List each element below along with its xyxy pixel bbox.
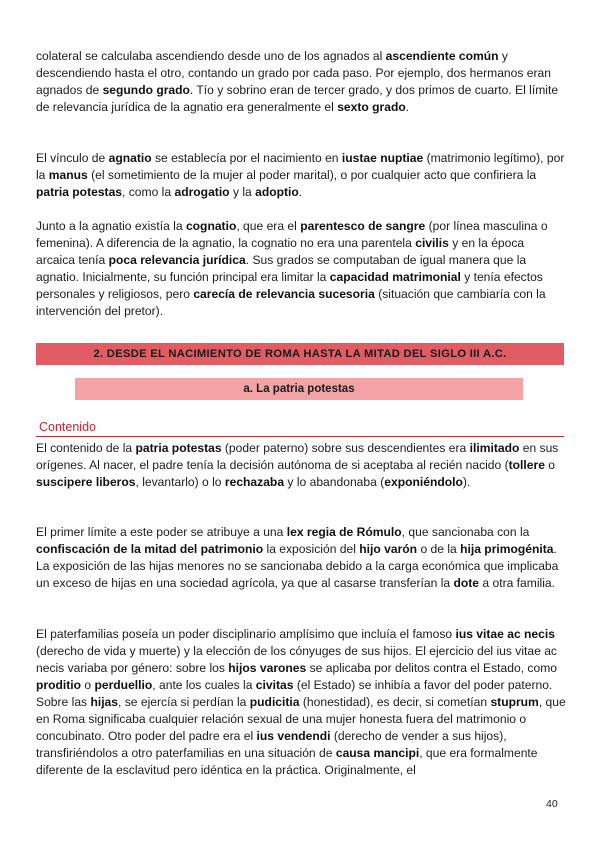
text-run: se establecía por el nacimiento en [151, 151, 342, 165]
bold-term: agnatio [108, 151, 152, 165]
text-run: (por línea masculina o femenina). A diferencia de la agnatio, la cognatio no era una parentela [36, 219, 548, 250]
text-run: a otra familia. [479, 576, 555, 590]
bold-term: proditio [36, 678, 82, 692]
bold-term: pudicitia [249, 695, 300, 709]
text-run: El vínculo de [36, 151, 109, 165]
text-run: y lo abandonaba ( [284, 475, 385, 489]
text-run: , como la [122, 185, 175, 199]
text-run: (honestidad), es decir, si cometían [299, 695, 491, 709]
bold-term: ius vendendi [256, 729, 331, 743]
bold-term: patria potestas [135, 441, 222, 455]
text-run: colateral se calculaba ascendiendo desde uno de los agnados al [36, 49, 386, 63]
bold-term: tollere [508, 458, 545, 472]
text-run: (poder paterno) sobre sus descendientes era [221, 441, 470, 455]
text-run: . [405, 100, 410, 114]
text-run: (derecho de vender a sus hijos), transfiriéndolos a otro paterfamilias en una situación de [36, 729, 507, 760]
bold-term: exponiéndolo [384, 475, 463, 489]
text-run: o [81, 678, 95, 692]
text-run: o [544, 458, 556, 472]
text-run: Junto a la agnatio existía la [36, 219, 186, 233]
bold-term: ascendiente común [385, 49, 499, 63]
bold-term: poca relevancia jurídica [108, 253, 246, 267]
paragraph-ius-vitae-ac-necis [36, 626, 566, 779]
text-run: , levantarlo) o lo [135, 475, 225, 489]
text-run: . Sus grados se computaban de igual manera que la agnatio. Inicialmente, su función principal era limitar la [36, 253, 527, 284]
text-run: y la [229, 185, 256, 199]
paragraph-lex-regia-romulo [36, 524, 566, 592]
paragraph-vinculo-agnatio [36, 150, 566, 201]
bold-term: rechazaba [224, 475, 285, 489]
bold-term: dote [453, 576, 480, 590]
bold-term: sexto grado [337, 100, 406, 114]
bold-term: patria potestas [36, 185, 123, 199]
paragraph-agnatio-grados [36, 48, 566, 116]
bold-term: lex regia de Rómulo [286, 525, 402, 539]
text-run: la exposición del [263, 542, 360, 556]
bold-term: adoptio [255, 185, 299, 199]
bold-term: suscipere liberos [36, 475, 136, 489]
bold-term: iustae nuptiae [341, 151, 424, 165]
text-run: . [298, 185, 303, 199]
text-run: El primer límite a este poder se atribuye a una [36, 525, 287, 539]
text-run: se aplicaba por delitos contra el Estado, como [306, 661, 558, 675]
bold-term: causa mancipi [335, 746, 420, 760]
bold-term: civilis [415, 236, 449, 250]
text-run: y descendiendo hasta el otro, contando un grado por cada paso. Por ejemplo, dos hermanos eran agnados de [36, 49, 552, 97]
text-run: El paterfamilias poseía un poder disciplinario amplísimo que incluía el famoso [36, 627, 456, 641]
text-run: , que en Roma significaba cualquier relación sexual de una mujer honesta fuera del matrimonio o concubinato. Otro poder del padre era el [36, 695, 566, 743]
text-run: , se ejercía si perdían la [118, 695, 250, 709]
bold-term: manus [48, 168, 88, 182]
text-run: , que era el [236, 219, 301, 233]
text-run: y en la época arcaica tenía [36, 236, 525, 267]
bold-term: ius vitae ac necis [455, 627, 555, 641]
text-run: . La exposición de las hijas menores no se sancionaba debido a la carga económica que implicaba un exceso de hijas en una sociedad agrícola, ya que al casarse transferían la [36, 542, 559, 590]
text-run: El contenido de la [36, 441, 136, 455]
bold-term: adrogatio [174, 185, 230, 199]
bold-term: ilimitado [469, 441, 520, 455]
bold-term: carecía de relevancia sucesoria [193, 287, 375, 301]
text-run: (situación que cambiaría con la intervención del pretor). [36, 287, 546, 318]
text-run: . Tío y sobrino eran de tercer grado, y dos primos de cuarto. El límite de relevancia jurídica de la agnatio era generalmente el [36, 83, 559, 114]
page-number: 40 [546, 798, 558, 810]
paragraph-contenido-patria-potestas [36, 440, 566, 491]
bold-term: confiscación de la mitad del patrimonio [36, 542, 264, 556]
text-run: , que era formalmente diferente de la esclavitud pero idéntica en la práctica. Originalmente, el [36, 746, 538, 777]
paragraph-cognatio [36, 218, 566, 320]
text-run: o de la [417, 542, 461, 556]
text-run: y tenía efectos personales y religiosos, pero [36, 270, 543, 301]
text-run: , ante los cuales la [152, 678, 256, 692]
content-subheading: Contenido [36, 419, 564, 437]
text-run: (derecho de vida y muerte) y la elección de los cónyuges de sus hijos. El ejercicio del ius vitae ac necis variaba por género: sobre los [36, 644, 557, 675]
bold-term: hijas [90, 695, 119, 709]
text-run: (el sometimiento de la mujer al poder marital), o por cualquier acto que confiriera la [87, 168, 537, 182]
bold-term: hijos varones [228, 661, 307, 675]
text-run: ). [462, 475, 471, 489]
text-run: (matrimonio legítimo), por la [36, 151, 565, 182]
bold-term: hija primogénita [460, 542, 554, 556]
bold-term: cognatio [185, 219, 237, 233]
bold-term: parentesco de sangre [300, 219, 426, 233]
section-heading: 2. DESDE EL NACIMIENTO DE ROMA HASTA LA MITAD DEL SIGLO III A.C. [36, 343, 564, 365]
bold-term: perduellio [94, 678, 153, 692]
bold-term: capacidad matrimonial [329, 270, 461, 284]
bold-term: segundo grado [102, 83, 190, 97]
bold-term: hijo varón [359, 542, 418, 556]
bold-term: stuprum [490, 695, 539, 709]
text-run: , que sancionaba con la [401, 525, 530, 539]
text-run: en sus orígenes. Al nacer, el padre tenía la decisión autónoma de si aceptaba al recién nacido ( [36, 441, 559, 472]
subsection-heading: a. La patria potestas [75, 378, 523, 400]
bold-term: civitas [255, 678, 294, 692]
text-run: (el Estado) se inhibía a favor del poder paterno. Sobre las [36, 678, 553, 709]
